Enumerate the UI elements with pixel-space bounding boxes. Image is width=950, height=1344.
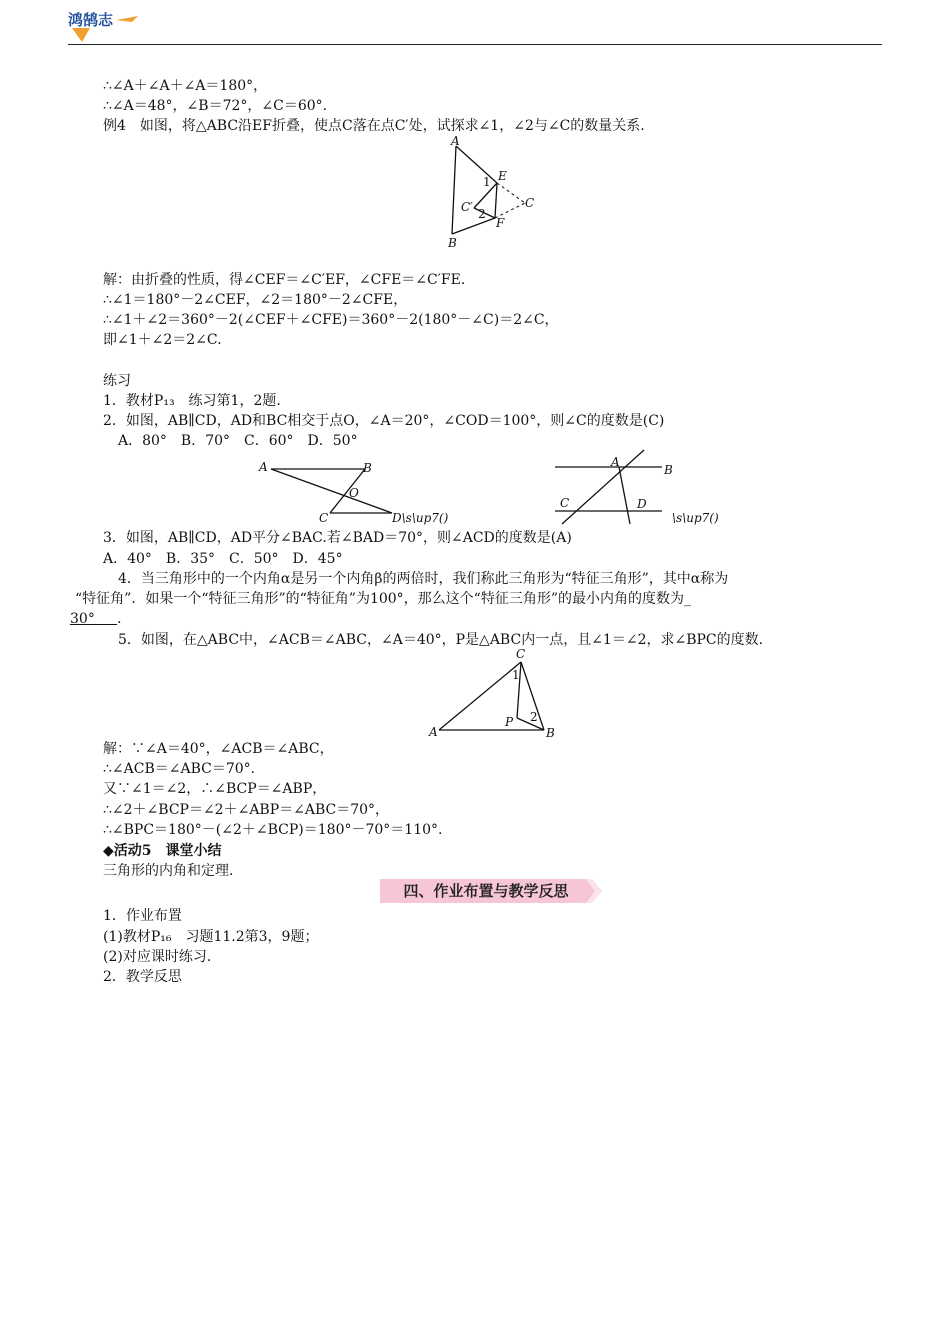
- example-4-question: 例4 如图，将△ABC沿EF折叠，使点C落在点C′处，试探求∠1，∠2与∠C的数量关系.: [103, 118, 645, 134]
- solution5-line-3: 又∵∠1＝∠2，∴∠BCP＝∠ABP，: [103, 781, 327, 797]
- label-B: B: [546, 726, 555, 740]
- homework-heading: 1．作业布置: [103, 908, 182, 924]
- brand-logo: [66, 8, 141, 44]
- figure-tag: \s\up7(): [672, 511, 719, 525]
- practice-item-3-options: A．40° B．35° C．50° D．45°: [103, 551, 343, 567]
- label-A: A: [429, 725, 438, 739]
- logo-text: 鸿鹄志: [68, 11, 114, 29]
- label-B: B: [664, 463, 673, 477]
- reflection-heading: 2．教学反思: [103, 969, 182, 985]
- label-D: D: [637, 497, 647, 511]
- practice-item-4-cont: “特征角”．如果一个“特征三角形”的“特征角”为100°，那么这个“特征三角形”的最小内角的度数为_: [75, 591, 691, 607]
- label-A: A: [611, 455, 620, 469]
- label-C: C: [525, 196, 535, 210]
- practice-item-4-answer-line: [70, 610, 131, 629]
- solution-line-3: ∴∠1＋∠2＝360°－2(∠CEF＋∠CFE)＝360°－2(180°－∠C)＝2∠C，: [103, 312, 559, 328]
- solution5-line-4: ∴∠2＋∠BCP＝∠2＋∠ABP＝∠ABC＝70°，: [103, 802, 390, 818]
- solution5-line-2: ∴∠ACB＝∠ABC＝70°.: [103, 761, 256, 777]
- homework-item-2: (2)对应课时练习.: [103, 949, 212, 965]
- practice-item-4: 4．当三角形中的一个内角α是另一个内角β的两倍时，我们称此三角形为“特征三角形”，其中α称为: [118, 571, 729, 587]
- section-banner-title: 四、作业布置与教学反思: [403, 882, 569, 900]
- label-E: E: [498, 169, 507, 183]
- activity-5-heading: ◆活动5 课堂小结: [103, 843, 222, 859]
- blank-end: ．: [117, 611, 132, 627]
- practice-item-5: 5．如图，在△ABC中，∠ACB＝∠ABC，∠A＝40°，P是△ABC内一点，且∠1＝∠2，求∠BPC的度数.: [118, 632, 764, 648]
- practice-item-3: 3．如图，AB∥CD，AD平分∠BAC.若∠BAD＝70°，则∠ACD的度数是(A): [103, 530, 572, 546]
- practice-item-2: 2．如图，AB∥CD，AD和BC相交于点O，∠A＝20°，∠COD＝100°，则∠C的度数是(C): [103, 413, 665, 429]
- text-line-1: ∴∠A＋∠A＋∠A＝180°，: [103, 78, 268, 94]
- practice-item-1: 1．教材P₁₃ 练习第1，2题.: [103, 393, 281, 409]
- practice-item-2-options: A．80° B．70° C．60° D．50°: [118, 433, 358, 449]
- solution-line-1: 解：由折叠的性质，得∠CEF＝∠C′EF，∠CFE＝∠C′FE.: [103, 272, 466, 288]
- label-A: A: [259, 460, 268, 474]
- homework-item-1: (1)教材P₁₆ 习题11.2第3，9题；: [103, 929, 319, 945]
- label-F: F: [496, 216, 505, 230]
- header-rule: [68, 44, 882, 45]
- fold-triangle-figure: [440, 134, 550, 252]
- label-O: O: [349, 486, 359, 500]
- practice-heading: 练习: [103, 373, 131, 389]
- label-angle-2: 2: [478, 207, 486, 221]
- parallel-lines-z-figure: [255, 456, 465, 528]
- solution-line-2: ∴∠1＝180°－2∠CEF，∠2＝180°－2∠CFE，: [103, 292, 408, 308]
- label-C-prime: C′: [461, 200, 473, 214]
- label-angle-1: 1: [483, 175, 491, 189]
- text-line-2: ∴∠A＝48°，∠B＝72°，∠C＝60°.: [103, 98, 328, 114]
- solution-line-4: 即∠1＋∠2＝2∠C.: [103, 332, 222, 348]
- solution5-line-5: ∴∠BPC＝180°－(∠2＋∠BCP)＝180°－70°＝110°.: [103, 822, 443, 838]
- label-angle-2: 2: [530, 710, 538, 724]
- label-B: B: [363, 461, 372, 475]
- label-P: P: [505, 715, 514, 729]
- label-angle-1: 1: [512, 668, 520, 682]
- label-A: A: [451, 134, 460, 148]
- label-D-tag: D\s\up7(): [392, 511, 449, 525]
- label-B: B: [448, 236, 457, 250]
- angle-bisector-figure: [548, 448, 733, 530]
- blank-answer: 30°: [70, 611, 95, 627]
- label-C: C: [516, 647, 526, 661]
- label-C: C: [319, 511, 329, 525]
- activity-5-summary: 三角形的内角和定理.: [103, 863, 234, 879]
- solution5-line-1: 解：∵∠A＝40°，∠ACB＝∠ABC，: [103, 741, 334, 757]
- triangle-point-p-figure: [425, 646, 560, 742]
- label-C: C: [560, 496, 570, 510]
